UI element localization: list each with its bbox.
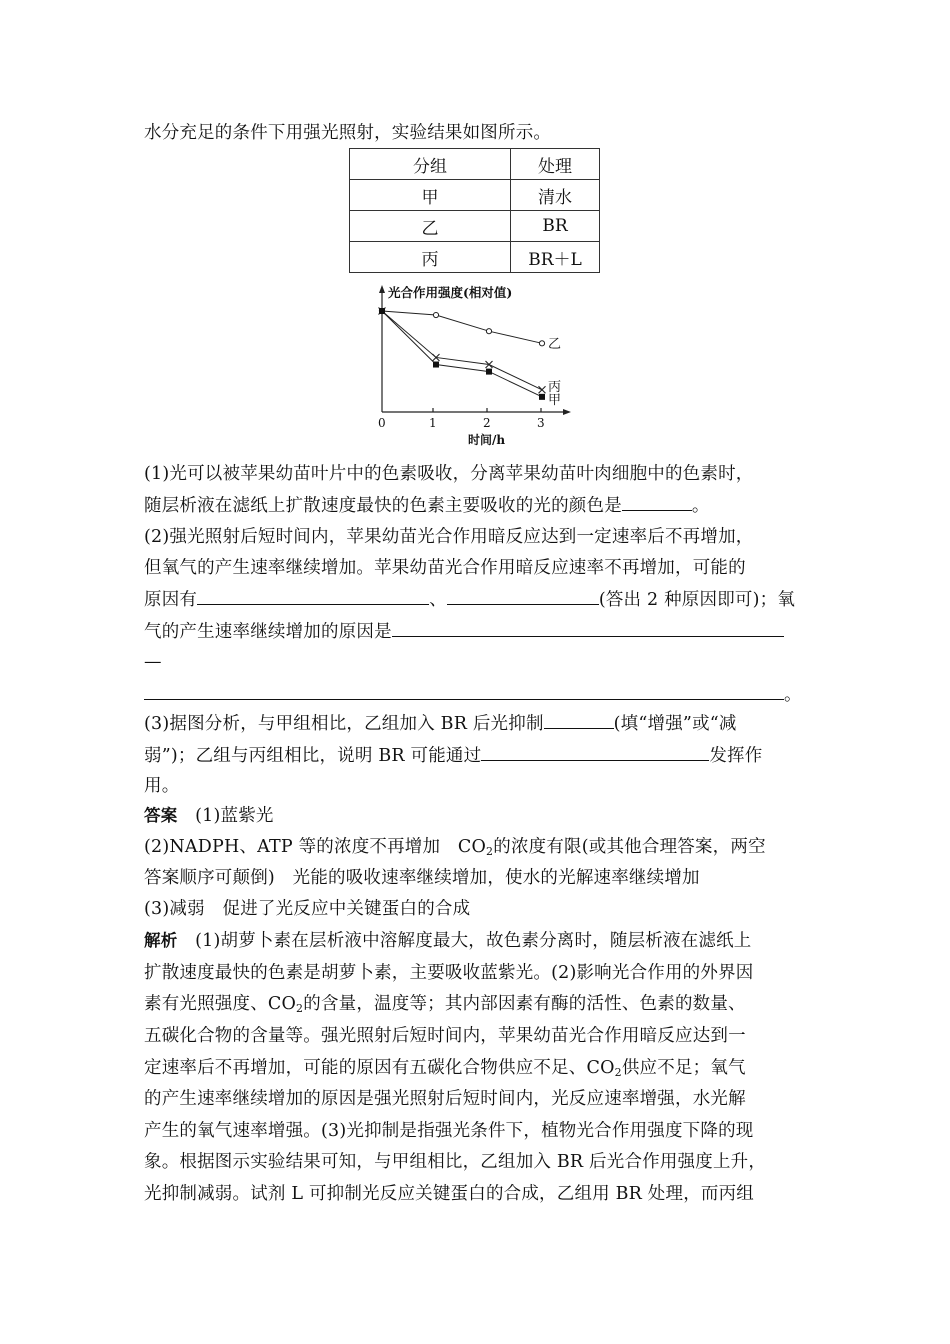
question-3-text: 弱”)；乙组与丙组相比，说明 BR 可能通过 [144,746,482,766]
subscript: 2 [614,1066,622,1079]
question-2-line-4 [144,620,784,643]
analysis-text: 供应不足；氧气 [621,1058,746,1078]
treatment-table [349,148,600,273]
answer-2-text: 的浓度有限(或其他合理答案，两空 [493,837,766,857]
punctuation: 。 [784,685,802,705]
question-2-line-6 [144,683,802,706]
series-label-bing: 丙 [548,380,562,395]
answer-blank-2c[interactable] [392,620,784,637]
table-header-row [350,149,600,180]
x-tick-label: 1 [429,416,437,430]
square-marker-icon [486,369,492,375]
question-2-line-2: 但氧气的产生速率继续增加。苹果幼苗光合作用暗反应速率不再增加，可能的 [144,558,746,578]
header-treatment: 处理 [511,149,600,180]
x-tick-label: 3 [537,416,545,430]
circle-marker-icon [486,329,491,334]
treatment-cell: BR＋L [511,242,600,273]
series-line [382,311,542,343]
x-tick-label: 0 [378,416,386,430]
x-axis-label: 时间/h [468,433,506,447]
analysis-text: 的含量，温度等；其内部因素有酶的活性、色素的数量、 [303,994,746,1014]
group-cell: 甲 [350,180,511,211]
answer-1: (1)蓝紫光 [195,806,274,826]
subscript: 2 [486,845,494,858]
answer-label: 答案 [144,806,178,825]
answer-2-text: (2)NADPH、ATP 等的浓度不再增加 CO [144,837,487,857]
circle-marker-icon [539,341,544,346]
y-axis-arrow-icon [379,285,385,293]
photosynthesis-line-chart [360,282,590,452]
question-3-text: 发挥作 [709,746,763,766]
subscript: 2 [296,1002,304,1015]
x-marker-icon [539,386,546,393]
analysis-line-3 [144,993,746,1020]
group-cell: 乙 [350,211,511,242]
header-group: 分组 [350,149,511,180]
intro-text: 水分充足的条件下用强光照射，实验结果如图所示。 [144,123,552,143]
punctuation: 、 [429,590,447,610]
group-cell: 丙 [350,242,511,273]
analysis-line-6: 的产生速率继续增加的原因是强光照射后短时间内，光反应速率增强，水光解 [144,1089,746,1109]
answer-line-4: (3)减弱 促进了光反应中关键蛋白的合成 [144,899,471,919]
treatment-cell: BR [511,211,600,242]
question-3-line-2 [144,744,762,767]
table-row [350,180,600,211]
series-label-yi: 乙 [548,337,562,352]
question-2-line-5: — [144,652,162,672]
square-marker-icon [433,362,439,368]
analysis-text: 定速率后不再增加，可能的原因有五碳化合物供应不足、CO [144,1058,615,1078]
square-marker-icon [539,394,545,400]
treatment-cell: 清水 [511,180,600,211]
question-2-line-3 [144,588,795,611]
analysis-line-4: 五碳化合物的含量等。强光照射后短时间内，苹果幼苗光合作用暗反应达到一 [144,1026,746,1046]
punctuation: 。 [691,496,710,516]
analysis-line-5 [144,1057,746,1084]
question-2-text: 气的产生速率继续增加的原因是 [144,622,392,642]
question-2-text: (答出 2 种原因即可)；氧 [598,590,796,610]
question-3-line-1 [144,712,737,735]
answer-line-1 [144,805,274,827]
question-1-line-1: (1)光可以被苹果幼苗叶片中的色素吸收，分离苹果幼苗叶肉细胞中的色素时， [144,464,754,484]
series-label-jia: 甲 [548,393,562,408]
question-2-text: 原因有 [144,590,198,610]
answer-blank-3b[interactable] [481,744,709,761]
question-3-text: (填“增强”或“减 [613,714,737,734]
question-2-line-1: (2)强光照射后短时间内，苹果幼苗光合作用暗反应达到一定速率后不再增加， [144,527,754,547]
question-3-text: (3)据图分析，与甲组相比，乙组加入 BR 后光抑制 [144,714,544,734]
square-marker-icon [379,308,385,314]
analysis-text: (1)胡萝卜素在层析液中溶解度最大，故色素分离时，随层析液在滤纸上 [177,931,752,951]
analysis-line-7: 产生的氧气速率增强。(3)光抑制是指强光条件下，植物光合作用强度下降的现 [144,1121,754,1141]
answer-line-3: 答案顺序可颠倒) 光能的吸收速率继续增加，使水的光解速率继续增加 [144,868,700,888]
x-axis-arrow-icon [563,409,571,415]
y-axis-label: 光合作用强度(相对值) [388,285,513,300]
series-line [382,311,542,397]
analysis-text: 素有光照强度、CO [144,994,297,1014]
table-row [350,242,600,273]
answer-blank-3a[interactable] [544,712,614,729]
analysis-line-9: 光抑制减弱。试剂 L 可抑制光反应关键蛋白的合成，乙组用 BR 处理，而丙组 [144,1184,755,1204]
circle-marker-icon [433,312,438,317]
answer-blank-2b[interactable] [447,588,599,605]
x-tick-label: 2 [483,416,491,430]
answer-blank-2a[interactable] [197,588,429,605]
analysis-line-8: 象。根据图示实验结果可知，与甲组相比，乙组加入 BR 后光合作用强度上升， [144,1152,767,1172]
answer-line-2 [144,836,766,863]
table-row [350,211,600,242]
question-3-line-3: 用。 [144,776,180,796]
analysis-line-1 [144,930,752,952]
analysis-label: 解析 [144,931,178,950]
answer-blank-2d[interactable] [144,683,784,700]
answer-blank-1[interactable] [622,494,692,511]
question-1-line-2 [144,494,710,517]
question-1-text: 随层析液在滤纸上扩散速度最快的色素主要吸收的光的颜色是 [144,496,622,516]
analysis-line-2: 扩散速度最快的色素是胡萝卜素，主要吸收蓝紫光。(2)影响光合作用的外界因 [144,963,754,983]
